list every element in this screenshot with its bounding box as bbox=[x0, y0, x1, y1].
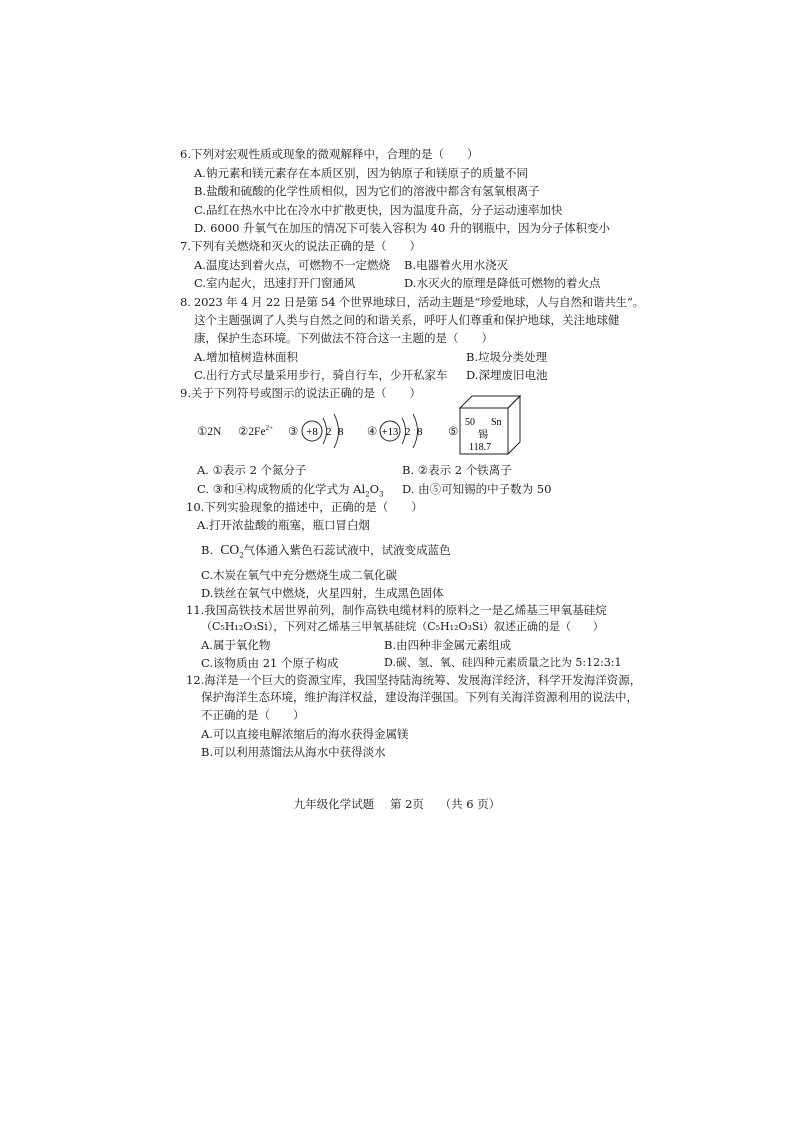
q9-option-c: C. ③和④构成物质的化学式为 $Al_2O_3$ bbox=[197, 482, 384, 499]
q9-atom4-label: ④ bbox=[367, 424, 378, 438]
q9-cell5-name: 锡 bbox=[478, 430, 488, 441]
q11-line1: 11.我国高铁技术居世界前列，制作高铁电缆材料的原料之一是乙烯基三甲氧基硅烷 bbox=[186, 603, 607, 617]
q11-line2: （C₅H₁₂O₃Si），下列对乙烯基三甲氧基硅烷（C₅H₁₂O₃Si）叙述正确的是（ ） bbox=[201, 620, 604, 633]
q9-symbol-2: $②2Fe^{2+}$ bbox=[238, 424, 274, 438]
q7-option-c: C.室内起火，迅速打开门窗通风 bbox=[194, 276, 356, 290]
q9-option-d: D. 由⑤可知锡的中子数为 50 bbox=[402, 482, 552, 496]
q9-cell5-symbol: Sn bbox=[491, 417, 502, 428]
q10-option-c: C.木炭在氧气中充分燃烧生成二氧化碳 bbox=[201, 568, 398, 582]
q8-option-a: A.增加植树造林面积 bbox=[194, 350, 298, 364]
page-footer bbox=[0, 796, 794, 812]
q9-option-a: A. ①表示 2 个氮分子 bbox=[197, 463, 307, 477]
q9-atom4-shell1: 2 bbox=[405, 426, 411, 438]
q12-option-a: A.可以直接电解浓缩后的海水获得金属镁 bbox=[201, 727, 409, 741]
q8-line2: 这个主题强调了人类与自然之间的和谐关系，呼吁人们尊重和保护地球，关注地球健 bbox=[194, 313, 620, 327]
q6-option-c: C.品红在热水中比在冷水中扩散更快，因为温度升高，分子运动速率加快 bbox=[194, 203, 563, 217]
q12-option-b: B.可以利用蒸馏法从海水中获得淡水 bbox=[201, 745, 386, 759]
q11-option-a: A.属于氧化物 bbox=[201, 638, 271, 652]
q7-option-a: A.温度达到着火点，可燃物不一定燃烧 bbox=[194, 258, 390, 272]
q7-option-d: D.水灭火的原理是降低可燃物的着火点 bbox=[404, 276, 601, 290]
q12-line3: 不正确的是（ ） bbox=[201, 708, 305, 722]
q9-stem: 9.关于下列符号或图示的说法正确的是（ ） bbox=[180, 386, 421, 400]
q9-atom4-diagram bbox=[378, 410, 442, 452]
q10-option-b: B. $CO_2$气体通入紫色石蕊试液中，试液变成蓝色 bbox=[201, 542, 451, 560]
q10-option-d: D.铁丝在氧气中燃烧，火星四射，生成黑色固体 bbox=[201, 586, 444, 600]
q8-option-d: D.深埋废旧电池 bbox=[466, 368, 548, 382]
q10-stem: 10.下列实验现象的描述中，正确的是（ ） bbox=[186, 500, 423, 514]
q7-option-b: B.电器着火用水浇灭 bbox=[404, 258, 509, 272]
q8-option-c: C.出行方式尽量采用步行，骑自行车，少开私家车 bbox=[194, 368, 448, 382]
q9-symbol-1: ①2N bbox=[197, 426, 222, 438]
q9-atom3-shell2: 8 bbox=[338, 426, 344, 438]
q6-option-a: A.钠元素和镁元素存在本质区别，因为钠原子和镁原子的质量不同 bbox=[194, 166, 528, 180]
q11-option-d: D.碳、氢、氧、硅四种元素质量之比为 5:12:3:1 bbox=[384, 656, 622, 669]
q9-atom3-label: ③ bbox=[288, 424, 299, 438]
q8-line1: 8. 2023 年 4 月 22 日是第 54 个世界地球日，活动主题是“珍爱地球，人与自然和谐共生”。 bbox=[180, 295, 644, 309]
q9-atom4-nucleus: +13 bbox=[381, 427, 399, 438]
q6-option-d: D. 6000 升氧气在加压的情况下可装入容积为 40 升的钢瓶中，因为分子体积变小 bbox=[194, 221, 610, 235]
q9-cell5-label: ⑤ bbox=[448, 424, 459, 438]
q9-option-b: B. ②表示 2 个铁离子 bbox=[402, 463, 512, 477]
q9-cell5-number: 50 bbox=[465, 417, 475, 428]
q6-stem: 6.下列对宏观性质或现象的微观解释中，合理的是（ ） bbox=[180, 147, 479, 161]
q9-atom3-shell1: 2 bbox=[326, 426, 332, 438]
q6-option-b: B.盐酸和硫酸的化学性质相似，因为它们的溶液中都含有氢氧根离子 bbox=[194, 184, 540, 198]
footer-title: 九年级化学试题 bbox=[293, 797, 375, 811]
q11-option-c: C.该物质由 21 个原子构成 bbox=[201, 656, 339, 670]
q12-line2: 保护海洋生态环境，维护海洋权益，建设海洋强国。下列有关海洋资源利用的说法中， bbox=[201, 690, 638, 704]
footer-total: （共 6 页） bbox=[439, 797, 501, 811]
q9-atom3-nucleus: +8 bbox=[306, 426, 318, 438]
q8-line3: 康，保护生态环境。下列做法不符合这一主题的是（ ） bbox=[194, 331, 493, 345]
q7-stem: 7.下列有关燃烧和灭火的说法正确的是（ ） bbox=[180, 239, 421, 253]
q9-cell5-mass: 118.7 bbox=[469, 442, 492, 453]
q8-option-b: B.垃圾分类处理 bbox=[466, 350, 548, 364]
q12-line1: 12.海洋是一个巨大的资源宝库，我国坚持陆海统筹、发展海洋经济，科学开发海洋资源， bbox=[186, 673, 642, 687]
q10-option-a: A.打开浓盐酸的瓶塞，瓶口冒白烟 bbox=[197, 518, 370, 532]
q11-option-b: B.由四种非金属元素组成 bbox=[384, 638, 512, 652]
q9-element-cell bbox=[456, 392, 526, 458]
q9-atom3-diagram bbox=[300, 410, 360, 452]
q9-atom4-shell2: 8 bbox=[417, 426, 423, 438]
footer-page: 第 2页 bbox=[389, 797, 424, 811]
